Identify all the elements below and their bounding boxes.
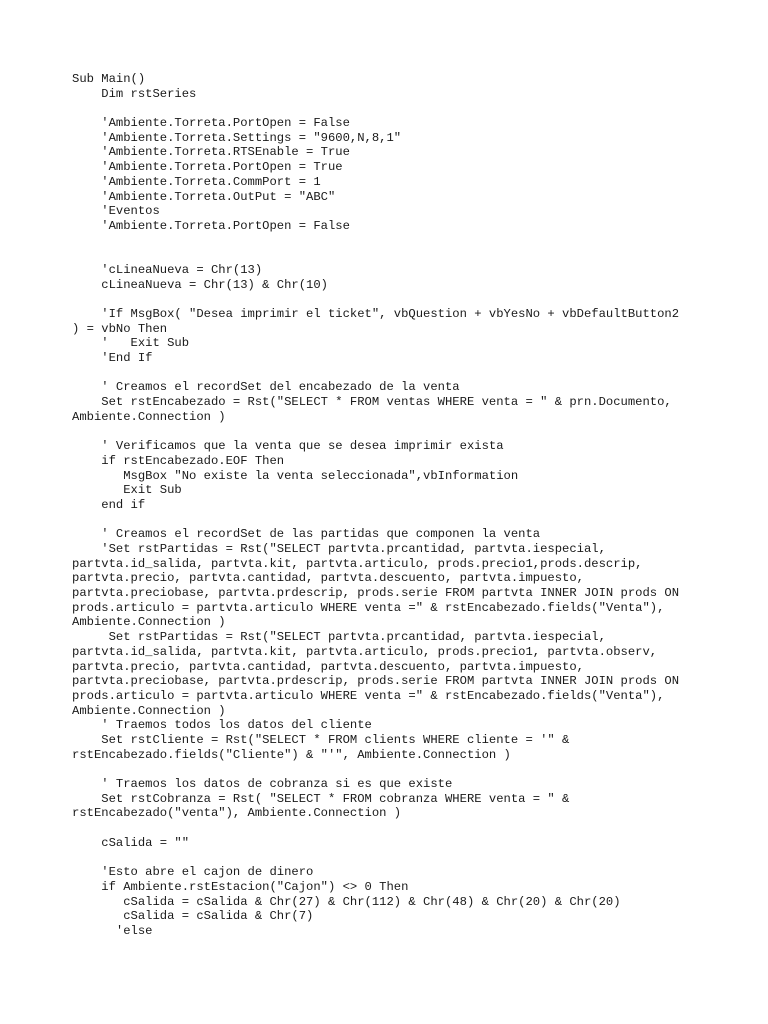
code-line bbox=[72, 425, 712, 440]
code-line: 'Ambiente.Torreta.PortOpen = False bbox=[72, 116, 350, 131]
code-line: 'Eventos bbox=[72, 204, 160, 219]
code-line: ' Verificamos que la venta que se desea imprimir exista bbox=[72, 439, 504, 454]
code-line: ' Creamos el recordSet de las partidas que componen la venta bbox=[72, 527, 541, 542]
code-listing bbox=[72, 72, 712, 939]
code-line: if rstEncabezado.EOF Then bbox=[72, 453, 285, 468]
code-line: end if bbox=[72, 497, 146, 512]
code-line bbox=[72, 762, 712, 777]
code-line bbox=[72, 366, 712, 381]
code-line: partvta.precio, partvta.cantidad, partvta.descuento, partvta.impuesto, bbox=[72, 571, 584, 586]
code-line: Exit Sub bbox=[72, 483, 182, 498]
code-line: Ambiente.Connection ) bbox=[72, 409, 226, 424]
code-line: rstEncabezado("venta"), Ambiente.Connection ) bbox=[72, 806, 402, 821]
code-line: MsgBox "No existe la venta seleccionada",vbInformation bbox=[72, 468, 519, 483]
code-line: rstEncabezado.fields("Cliente") & "'", Ambiente.Connection ) bbox=[72, 747, 511, 762]
code-line: cLineaNueva = Chr(13) & Chr(10) bbox=[72, 277, 328, 292]
code-line: 'Ambiente.Torreta.OutPut = "ABC" bbox=[72, 189, 336, 204]
code-line: 'Ambiente.Torreta.Settings = "9600,N,8,1" bbox=[72, 130, 402, 145]
code-line: 'else bbox=[72, 923, 153, 938]
code-line: partvta.preciobase, partvta.prdescrip, prods.serie FROM partvta INNER JOIN prods ON bbox=[72, 674, 680, 689]
code-line: partvta.id_salida, partvta.kit, partvta.articulo, prods.precio1,prods.descrip, bbox=[72, 556, 643, 571]
code-line: Set rstEncabezado = Rst("SELECT * FROM ventas WHERE venta = " & prn.Documento, bbox=[72, 395, 672, 410]
code-line: ) = vbNo Then bbox=[72, 321, 168, 336]
code-line: Ambiente.Connection ) bbox=[72, 703, 226, 718]
code-line bbox=[72, 821, 712, 836]
code-line: partvta.id_salida, partvta.kit, partvta.articulo, prods.precio1, partvta.observ, bbox=[72, 644, 658, 659]
code-line: Dim rstSeries bbox=[72, 86, 197, 101]
code-line: ' Traemos todos los datos del cliente bbox=[72, 718, 372, 733]
code-line: 'If MsgBox( "Desea imprimir el ticket", vbQuestion + vbYesNo + vbDefaultButton2 bbox=[72, 307, 680, 321]
code-line: partvta.preciobase, partvta.prdescrip, prods.serie FROM partvta INNER JOIN prods ON bbox=[72, 586, 680, 601]
code-line: 'cLineaNueva = Chr(13) bbox=[72, 262, 263, 277]
code-line: Ambiente.Connection ) bbox=[72, 615, 226, 630]
code-line bbox=[72, 234, 712, 249]
code-line: cSalida = cSalida & Chr(7) bbox=[72, 909, 314, 924]
code-line bbox=[72, 850, 712, 865]
code-line: 'Ambiente.Torreta.PortOpen = True bbox=[72, 160, 343, 175]
code-line: 'Ambiente.Torreta.RTSEnable = True bbox=[72, 145, 350, 160]
code-line: prods.articulo = partvta.articulo WHERE venta =" & rstEncabezado.fields("Venta"), bbox=[72, 600, 665, 615]
code-line: ' Creamos el recordSet del encabezado de la venta bbox=[72, 380, 460, 395]
code-line: Set rstCliente = Rst("SELECT * FROM clients WHERE cliente = '" & bbox=[72, 732, 570, 747]
code-line: partvta.precio, partvta.cantidad, partvta.descuento, partvta.impuesto, bbox=[72, 659, 584, 674]
code-line: 'Ambiente.Torreta.PortOpen = False bbox=[72, 218, 350, 233]
code-line: ' Traemos los datos de cobranza si es que existe bbox=[72, 777, 453, 791]
code-line: prods.articulo = partvta.articulo WHERE venta =" & rstEncabezado.fields("Venta"), bbox=[72, 688, 665, 703]
code-line: 'Ambiente.Torreta.CommPort = 1 bbox=[72, 174, 321, 189]
code-line bbox=[72, 513, 712, 528]
code-line: Set rstPartidas = Rst("SELECT partvta.prcantidad, partvta.iespecial, bbox=[72, 630, 606, 645]
code-line: 'End If bbox=[72, 351, 153, 366]
code-line: 'Esto abre el cajon de dinero bbox=[72, 865, 314, 880]
code-line: cSalida = cSalida & Chr(27) & Chr(112) & Chr(48) & Chr(20) & Chr(20) bbox=[72, 894, 621, 909]
code-line: ' Exit Sub bbox=[72, 336, 190, 351]
code-line: 'Set rstPartidas = Rst("SELECT partvta.prcantidad, partvta.iespecial, bbox=[72, 542, 606, 556]
code-line: Sub Main() bbox=[72, 72, 146, 86]
code-line bbox=[72, 248, 712, 263]
code-line: cSalida = "" bbox=[72, 835, 190, 850]
code-line bbox=[72, 101, 712, 116]
code-line: if Ambiente.rstEstacion("Cajon") <> 0 Then bbox=[72, 879, 409, 894]
code-line: Set rstCobranza = Rst( "SELECT * FROM cobranza WHERE venta = " & bbox=[72, 791, 570, 806]
code-line bbox=[72, 292, 712, 307]
